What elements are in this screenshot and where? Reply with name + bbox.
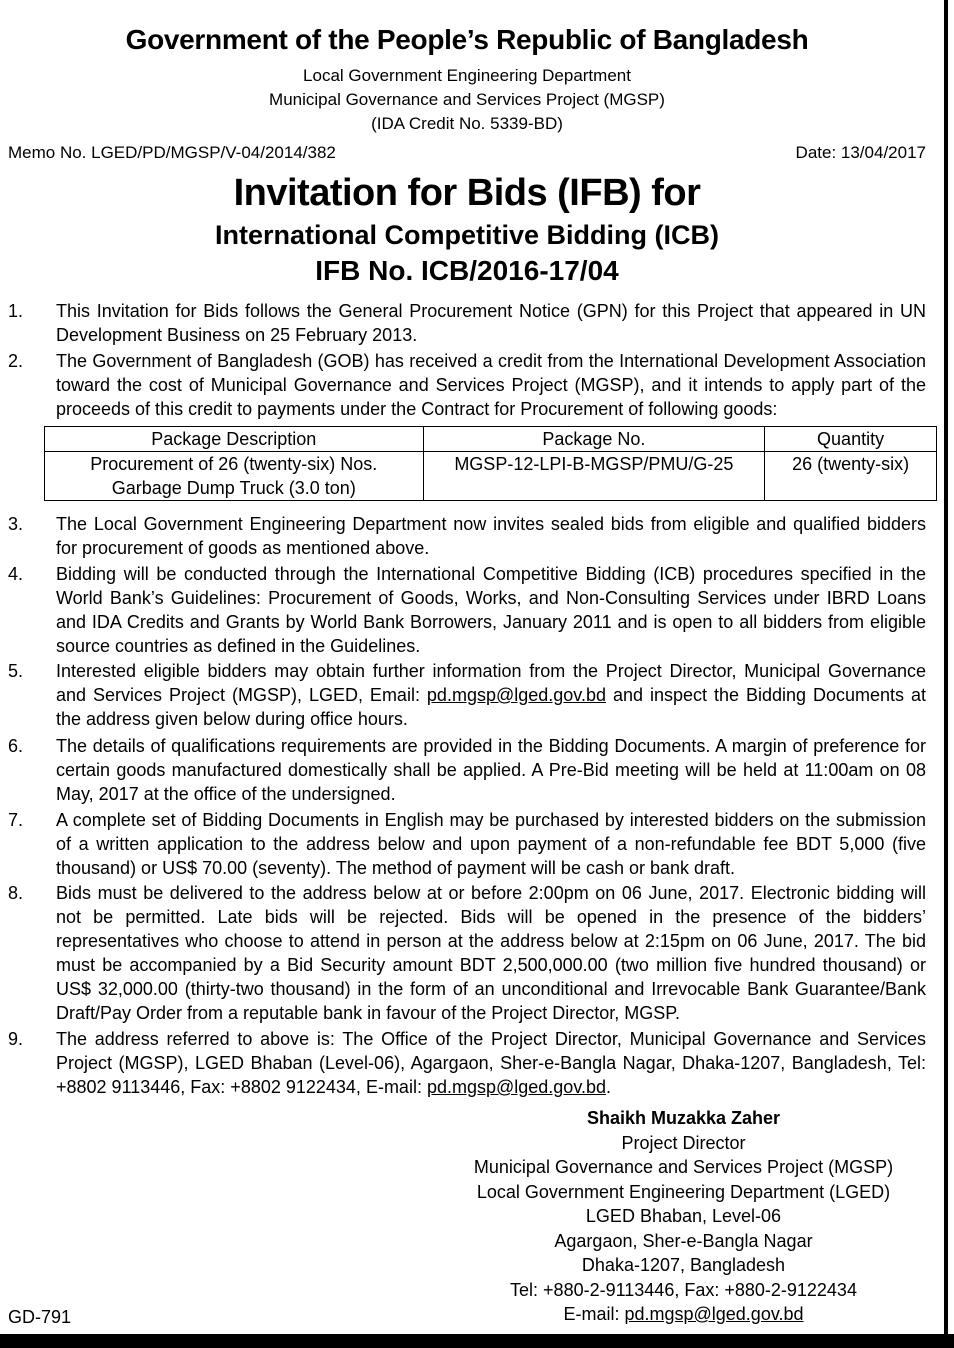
signatory-line: Municipal Governance and Services Project (MGSP) bbox=[473, 1157, 894, 1177]
column-header: Package No. bbox=[423, 427, 765, 452]
description-line: Procurement of 26 (twenty-six) Nos. bbox=[90, 454, 378, 474]
package-description bbox=[45, 452, 424, 501]
page-border-bottom bbox=[0, 1334, 954, 1348]
signatory-line: Project Director bbox=[621, 1132, 746, 1153]
clause-number: 5. bbox=[8, 661, 24, 681]
clause-text: The Local Government Engineering Department now invites sealed bids from eligible and qualified bidders for procurement of goods as mentioned above. bbox=[56, 514, 926, 558]
signatory-line: Agargaon, Sher-e-Bangla Nagar bbox=[554, 1230, 813, 1251]
clause-number: 8. bbox=[8, 883, 24, 903]
clause-text: Bidding will be conducted through the International Competitive Bidding (ICB) procedures specified in the World Bank’s Guidelines: Procurement of Goods, Works, and Non-Consulting Services under IBRD Loans and IDA Credits and Grants by World Bank Borrowers, January 2011 and is open to all bidders from eligible source countries as defined in the Guidelines. bbox=[56, 564, 926, 656]
email-link[interactable]: pd.mgsp@lged.gov.bd bbox=[624, 1304, 804, 1324]
clause-text bbox=[56, 659, 926, 731]
project-name: Municipal Governance and Services Project (MGSP) bbox=[269, 90, 665, 109]
clause-text: The Government of Bangladesh (GOB) has received a credit from the International Development Association toward the cost of Municipal Governance and Services Project (MGSP), and it intends to apply part of the proceeds of this credit to payments under the Contract for Procurement of following goods: bbox=[56, 351, 926, 419]
clause-text-part: and inspect the Bidding Documents at the address given below during office hours. bbox=[56, 685, 926, 729]
footer-code: GD-791 bbox=[8, 1307, 72, 1327]
memo-number: Memo No. LGED/PD/MGSP/V-04/2014/382 bbox=[8, 143, 336, 162]
clause-text-part: . bbox=[606, 1077, 612, 1097]
signatory-name: Shaikh Muzakka Zaher bbox=[586, 1108, 781, 1128]
package-table bbox=[44, 426, 937, 501]
clause-text-part: Interested eligible bidders may obtain further information from the Project Director, Municipal Governance and Services Project (MGSP), LGED, Email: bbox=[56, 661, 926, 705]
clause-text: The details of qualifications requirements are provided in the Bidding Documents. A margin of preference for certain goods manufactured domestically shall be applied. A Pre-Bid meeting will be held at 11:00am on 08 May, 2017 at the office of the undersigned. bbox=[56, 736, 926, 804]
package-number: MGSP-12-LPI-B-MGSP/PMU/G-25 bbox=[423, 452, 765, 501]
clause-text: This Invitation for Bids follows the General Procurement Notice (GPN) for this Project that appeared in UN Development Business on 25 February 2013. bbox=[56, 301, 926, 345]
government-title: Government of the People’s Republic of Bangladesh bbox=[125, 24, 809, 55]
package-quantity: 26 (twenty-six) bbox=[765, 452, 937, 501]
email-label: E-mail: bbox=[563, 1304, 625, 1324]
column-header: Quantity bbox=[765, 427, 937, 452]
signatory-line: LGED Bhaban, Level-06 bbox=[585, 1206, 782, 1226]
table-row bbox=[45, 452, 937, 501]
column-header: Package Description bbox=[45, 427, 424, 452]
clause-number: 4. bbox=[8, 564, 24, 584]
email-link[interactable]: pd.mgsp@lged.gov.bd bbox=[426, 1077, 607, 1097]
clause-text bbox=[56, 1027, 926, 1099]
clause-number: 6. bbox=[8, 736, 24, 756]
notice-date: Date: 13/04/2017 bbox=[795, 143, 926, 162]
clause-number: 1. bbox=[8, 301, 24, 321]
signatory-line: Dhaka-1207, Bangladesh bbox=[581, 1255, 786, 1275]
ifb-number: IFB No. ICB/2016-17/04 bbox=[315, 255, 619, 286]
signature-block bbox=[440, 1106, 927, 1327]
signatory-email-line bbox=[440, 1302, 927, 1327]
notice-subtitle: International Competitive Bidding (ICB) bbox=[215, 220, 719, 250]
email-link[interactable]: pd.mgsp@lged.gov.bd bbox=[426, 685, 606, 705]
clause-number: 7. bbox=[8, 810, 24, 830]
description-line: Garbage Dump Truck (3.0 ton) bbox=[111, 478, 356, 498]
clause-number: 3. bbox=[8, 514, 24, 534]
department-name: Local Government Engineering Department bbox=[303, 66, 631, 85]
signatory-line: Local Government Engineering Department (LGED) bbox=[476, 1181, 891, 1202]
clause-text: Bids must be delivered to the address below at or before 2:00pm on 06 June, 2017. Electronic bidding will not be permitted. Late bids will be rejected. Bids will be opened in the presence of the bidders’ representatives who choose to attend in person at the address below at 2:15pm on 06 June, 2017. The bid must be accompanied by a Bid Security amount BDT 2,500,000.00 (two million five hundred thousand) or US$ 32,000.00 (thirty-two thousand) in the form of an unconditional and Irrevocable Bank Guarantee/Bank Draft/Pay Order from a reputable bank in favour of the Project Director, MGSP. bbox=[56, 883, 926, 1023]
clause-number: 2. bbox=[8, 351, 24, 371]
clause-text: A complete set of Bidding Documents in English may be purchased by interested bidders on the submission of a written application to the address below and upon payment of a non-refundable fee BDT 5,000 (five thousand) or US$ 70.00 (seventy). The method of payment will be cash or bank draft. bbox=[56, 810, 926, 878]
clause-number: 9. bbox=[8, 1029, 24, 1049]
notice-title: Invitation for Bids (IFB) for bbox=[233, 172, 701, 214]
page-border-right bbox=[944, 0, 948, 1340]
signatory-line: Tel: +880-2-9113446, Fax: +880-2-9122434 bbox=[510, 1279, 857, 1300]
table-header-row bbox=[45, 427, 937, 452]
credit-number: (IDA Credit No. 5339-BD) bbox=[371, 114, 563, 133]
clause-text-part: The address referred to above is: The Office of the Project Director, Municipal Governance and Services Project (MGSP), LGED Bhaban (Level-06), Agargaon, Sher-e-Bangla Nagar, Dhaka-1207, Bangladesh, Tel: +8802 9113446, Fax: +8802 9122434, E-mail: bbox=[56, 1029, 926, 1097]
